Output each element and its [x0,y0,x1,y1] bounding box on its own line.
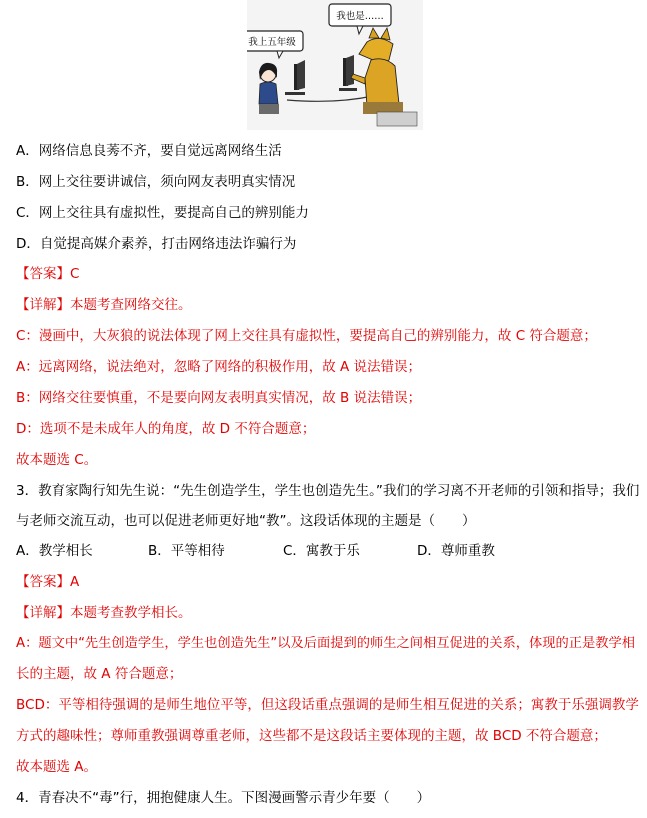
q3-option-c: C．寓教于乐 [283,543,360,559]
q2-option-d: D．自觉提高媒介素养，打击网络违法诈骗行为 [16,236,297,252]
bubble-right-text: 我也是…… [336,11,384,22]
q2-explanation-a: A：远离网络，说法绝对，忽略了网络的积极作用，故 A 说法错误； [16,359,422,375]
q3-option-b: B．平等相待 [148,543,225,559]
q3-conclusion: 故本题选 A。 [16,759,98,775]
q4-stem: 4．青春决不“毒”行，拥抱健康人生。下图漫画警示青少年要（ ） [16,790,431,806]
bubble-left-text: 我上五年级 [248,37,296,48]
q2-detail-head: 【详解】本题考查网络交往。 [16,297,192,313]
q3-explanation-a-line2: 长的主题，故 A 符合题意； [16,666,183,682]
cartoon-svg [247,0,423,130]
q3-stem-line1: 3．教育家陶行知先生说：“先生创造学生，学生也创造先生。”我们的学习离不开老师的引领和指导；我们 [16,483,640,499]
q3-explanation-bcd-line1: BCD：平等相待强调的是师生地位平等，但这段话重点强调的是师生相互促进的关系；寓教于乐强调教学 [16,697,639,713]
q3-explanation-a-line1: A：题文中“先生创造学生，学生也创造先生”以及后面提到的师生之间相互促进的关系，体现的正是教学相 [16,636,636,651]
cartoon-illustration [247,0,423,130]
q3-option-a: A．教学相长 [16,543,93,559]
q3-options-row [16,542,643,560]
q3-option-d: D．尊师重教 [417,543,495,559]
q2-explanation-c: C：漫画中，大灰狼的说法体现了网上交往具有虚拟性，要提高自己的辨别能力，故 C 符合题意； [16,328,597,344]
q3-stem-line2: 与老师交流互动，也可以促进老师更好地“教”。这段话体现的主题是（ ） [16,513,476,529]
q2-conclusion: 故本题选 C。 [16,452,98,468]
q2-explanation-b: B：网络交往要慎重，不是要向网友表明真实情况，故 B 说法错误； [16,390,422,406]
q2-option-c: C．网上交往具有虚拟性，要提高自己的辨别能力 [16,205,309,221]
q2-answer: 【答案】C [16,266,80,282]
q2-option-b: B．网上交往要讲诚信，须向网友表明真实情况 [16,174,296,190]
q2-option-a: A．网络信息良莠不齐，要自觉远离网络生活 [16,143,282,159]
q3-answer: 【答案】A [16,574,80,590]
q2-explanation-d: D：选项不是未成年人的角度，故 D 不符合题意； [16,421,316,437]
q3-detail-head: 【详解】本题考查教学相长。 [16,605,192,621]
girl-figure [259,63,279,114]
q3-explanation-bcd-line2: 方式的趣味性；尊师重教强调尊重老师，这些都不是这段话主要体现的主题，故 BCD 不符合题意； [16,728,607,744]
